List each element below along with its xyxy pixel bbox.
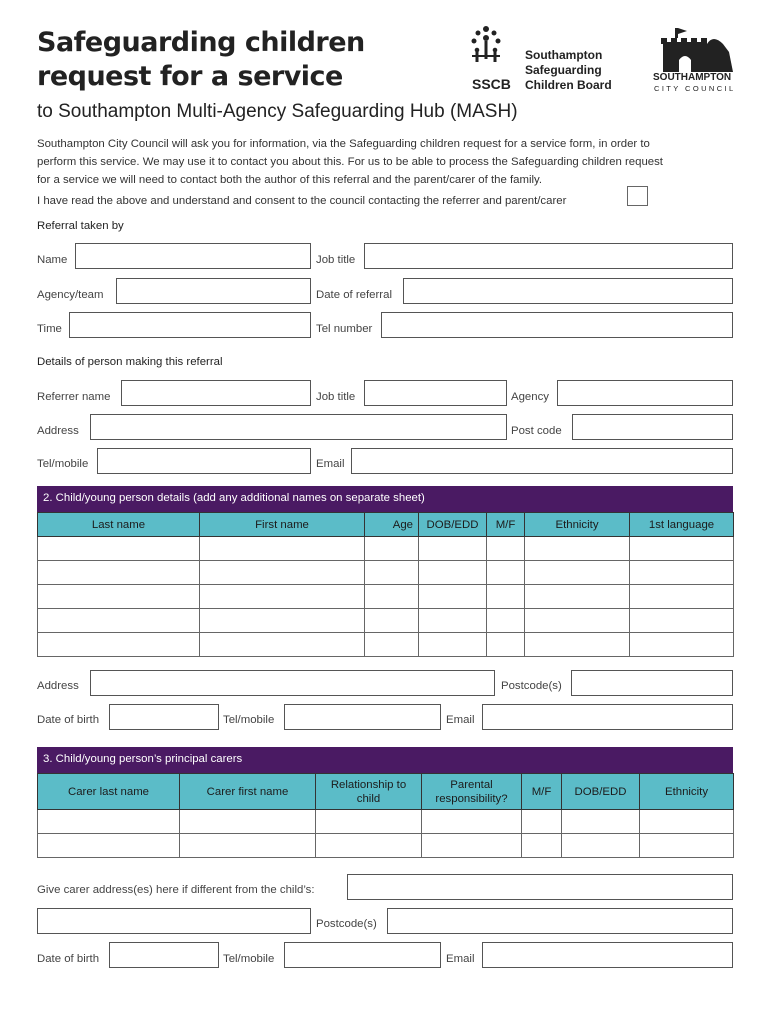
address-label: Address xyxy=(37,425,79,437)
col-dob-edd: DOB/EDD xyxy=(419,513,487,537)
carer-dob-field[interactable] xyxy=(109,942,219,968)
child-postcodes-field[interactable] xyxy=(571,670,733,696)
consent-text: I have read the above and understand and consent to the council contacting the referrer and parent/carer xyxy=(37,195,567,207)
referral-taken-heading: Referral taken by xyxy=(37,220,124,232)
title-line-2: request for a service xyxy=(37,61,343,92)
carer-email-label: Email xyxy=(446,953,475,965)
page-title xyxy=(37,26,365,94)
table-row xyxy=(38,834,734,858)
child-dob-label: Date of birth xyxy=(37,714,100,726)
time-label: Time xyxy=(37,323,62,335)
col-ethnicity: Ethnicity xyxy=(525,513,630,537)
agency-team-label: Agency/team xyxy=(37,289,104,301)
consent-checkbox[interactable] xyxy=(627,186,648,206)
table-row xyxy=(38,561,734,585)
col-age: Age xyxy=(365,513,419,537)
col-carer-first-name: Carer first name xyxy=(180,774,316,810)
col-first-name: First name xyxy=(200,513,365,537)
tel-number-field[interactable] xyxy=(381,312,733,338)
child-postcodes-label: Postcode(s) xyxy=(501,680,562,692)
name-label: Name xyxy=(37,254,68,266)
sscb-abbr: SSCB xyxy=(472,76,511,92)
child-email-field[interactable] xyxy=(482,704,733,730)
section-3-heading: 3. Child/young person’s principal carers xyxy=(37,747,733,773)
table-row xyxy=(38,810,734,834)
agency-team-field[interactable] xyxy=(116,278,311,304)
email-label: Email xyxy=(316,458,345,470)
child-email-label: Email xyxy=(446,714,475,726)
carer-tel-label: Tel/mobile xyxy=(223,953,275,965)
agency-field[interactable] xyxy=(557,380,733,406)
intro-text: Southampton City Council will ask you for information, via the Safeguarding children request for a service form, in order to perform this service. We may use it to contact you about this. For us to be able to process the Safeguarding children request for a service we will need to contact both the author of this referral and the parent/carer of the family. xyxy=(37,138,663,186)
child-tel-label: Tel/mobile xyxy=(223,714,275,726)
col-mf: M/F xyxy=(487,513,525,537)
table-row xyxy=(38,633,734,657)
referrer-name-field[interactable] xyxy=(121,380,311,406)
sscb-name: Southampton Safeguarding Children Board xyxy=(525,48,612,92)
referrer-tel-field[interactable] xyxy=(97,448,311,474)
col-last-name: Last name xyxy=(38,513,200,537)
carers-table xyxy=(37,773,734,858)
referrer-heading: Details of person making this referral xyxy=(37,356,223,368)
date-of-referral-field[interactable] xyxy=(403,278,733,304)
child-tel-field[interactable] xyxy=(284,704,441,730)
council-sub: CITY COUNCIL xyxy=(654,84,736,93)
table-row xyxy=(38,537,734,561)
col-relationship: Relationship to child xyxy=(316,774,422,810)
referrer-name-label: Referrer name xyxy=(37,391,111,403)
carer-postcodes-field[interactable] xyxy=(387,908,733,934)
page-subtitle: to Southampton Multi-Agency Safeguarding Hub (MASH) xyxy=(37,101,518,122)
carer-email-field[interactable] xyxy=(482,942,733,968)
col-parental-responsibility: Parental responsibility? xyxy=(422,774,522,810)
table-row xyxy=(38,585,734,609)
col-carer-last-name: Carer last name xyxy=(38,774,180,810)
council-name: SOUTHAMPTON xyxy=(653,72,732,83)
carer-postcodes-label: Postcode(s) xyxy=(316,918,377,930)
carer-address-field-2[interactable] xyxy=(37,908,311,934)
referrer-job-title-field[interactable] xyxy=(364,380,507,406)
col-first-language: 1st language xyxy=(630,513,734,537)
taken-name-field[interactable] xyxy=(75,243,311,269)
agency-label: Agency xyxy=(511,391,549,403)
job-title-label: Job title xyxy=(316,254,356,266)
post-code-field[interactable] xyxy=(572,414,733,440)
child-details-table xyxy=(37,512,734,657)
date-of-referral-label: Date of referral xyxy=(316,289,392,301)
section-2-heading: 2. Child/young person details (add any additional names on separate sheet) xyxy=(37,486,733,512)
referrer-email-field[interactable] xyxy=(351,448,733,474)
referrer-job-title-label: Job title xyxy=(316,391,356,403)
taken-job-title-field[interactable] xyxy=(364,243,733,269)
carer-address-label: Give carer address(es) here if different from the child’s: xyxy=(37,884,315,896)
table-row xyxy=(38,609,734,633)
carer-dob-label: Date of birth xyxy=(37,953,100,965)
child-address-field[interactable] xyxy=(90,670,495,696)
carer-address-field-1[interactable] xyxy=(347,874,733,900)
col-carer-mf: M/F xyxy=(522,774,562,810)
referrer-address-field[interactable] xyxy=(90,414,507,440)
time-field[interactable] xyxy=(69,312,311,338)
tel-number-label: Tel number xyxy=(316,323,373,335)
child-address-label: Address xyxy=(37,680,79,692)
child-dob-field[interactable] xyxy=(109,704,219,730)
post-code-label: Post code xyxy=(511,425,562,437)
city-council-logo xyxy=(653,24,735,74)
col-carer-dob-edd: DOB/EDD xyxy=(562,774,640,810)
carer-tel-field[interactable] xyxy=(284,942,441,968)
col-carer-ethnicity: Ethnicity xyxy=(640,774,734,810)
tel-mobile-label: Tel/mobile xyxy=(37,458,89,470)
title-line-1: Safeguarding children xyxy=(37,27,365,58)
